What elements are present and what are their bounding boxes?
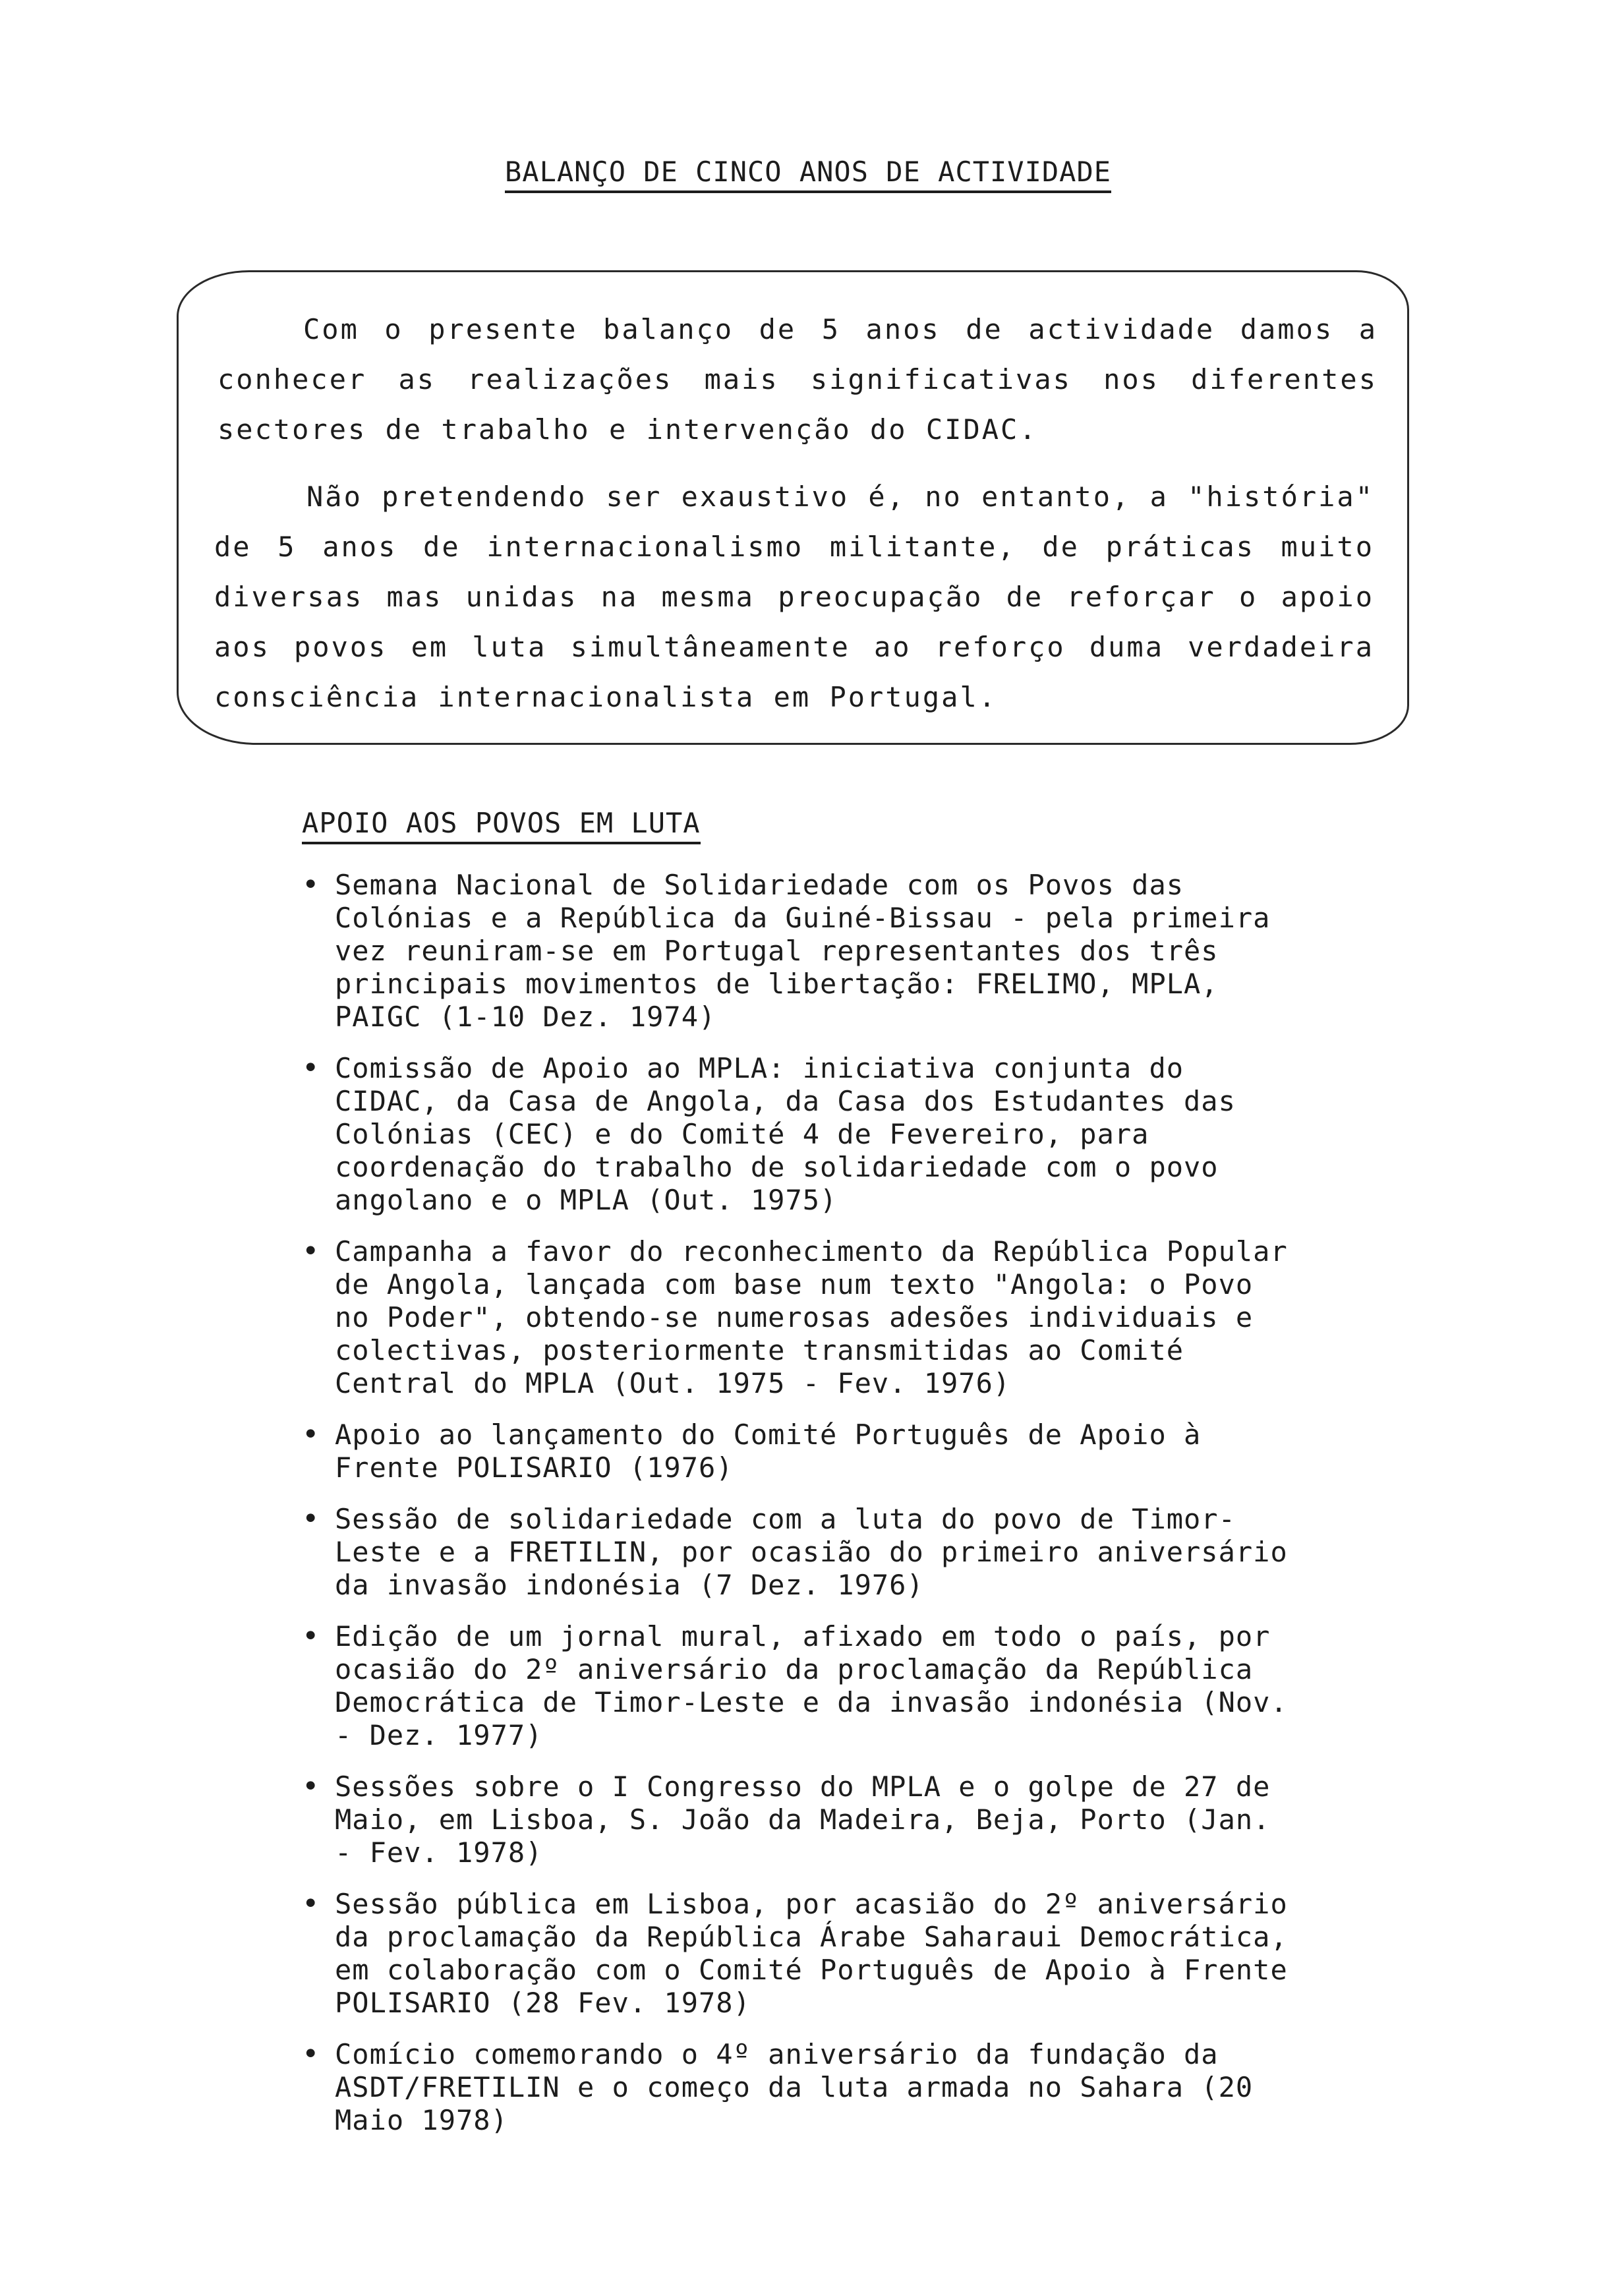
bullet-icon: • xyxy=(302,1418,320,1451)
list-item xyxy=(298,1888,1300,2020)
list-item-text: Campanha a favor do reconhecimento da República Popular de Angola, lançada com base num texto "Angola: o Povo no Poder", obtendo-se numerosas adesões individuais e colectivas, posteriormente transmitidas ao Comité Central do MPLA (Out. 1975 - Fev. 1976) xyxy=(335,1235,1288,1399)
list-item xyxy=(298,1235,1300,1400)
section-heading: APOIO AOS POVOS EM LUTA xyxy=(302,807,701,844)
list-item-text: Edição de um jornal mural, afixado em todo o país, por ocasião do 2º aniversário da proclamação da República Democrática de Timor-Leste e da invasão indonésia (Nov. - Dez. 1977) xyxy=(335,1620,1288,1751)
bullet-icon: • xyxy=(302,1051,320,1085)
bullet-icon: • xyxy=(302,1502,320,1536)
bullet-icon: • xyxy=(302,2037,320,2071)
list-item xyxy=(298,1503,1300,1602)
list-item xyxy=(298,869,1300,1034)
list-item-text: Sessão de solidariedade com a luta do povo de Timor-Leste e a FRETILIN, por ocasião do primeiro aniversário da invasão indonésia (7 Dez. 1976) xyxy=(335,1503,1288,1601)
list-item-text: Apoio ao lançamento do Comité Português de Apoio à Frente POLISARIO (1976) xyxy=(335,1418,1202,1484)
list-item xyxy=(298,1052,1300,1217)
intro-paragraph-2: Não pretendendo ser exaustivo é, no entanto, a "história" de 5 anos de internacionalismo militante, de práticas muito diversas mas unidas na mesma preocupação de reforçar o apoio aos povos em luta simultâneamente ao reforço duma verdadeira consciência internacionalista em Portugal. xyxy=(214,481,1374,713)
list-item xyxy=(298,2038,1300,2137)
list-item xyxy=(298,1620,1300,1752)
bullet-icon: • xyxy=(302,868,320,902)
bullet-icon: • xyxy=(302,1620,320,1653)
intro-paragraph-1: Com o presente balanço de 5 anos de actividade damos a conhecer as realizações mais significativas nos diferentes sectores de trabalho e intervenção do CIDAC. xyxy=(218,313,1378,446)
bullet-icon: • xyxy=(302,1770,320,1803)
bullet-icon: • xyxy=(302,1887,320,1921)
list-item-text: Comício comemorando o 4º aniversário da fundação da ASDT/FRETILIN e o começo da luta armada no Sahara (20 Maio 1978) xyxy=(335,2038,1254,2136)
bullet-icon: • xyxy=(302,1235,320,1268)
list-item-text: Sessão pública em Lisboa, por acasião do 2º aniversário da proclamação da República Árabe Saharaui Democrática, em colaboração com o Comité Português de Apoio à Frente POLISARIO (28 Fev. 1978) xyxy=(335,1888,1288,2019)
list-item-text: Semana Nacional de Solidariedade com os Povos das Colónias e a República da Guiné-Bissau - pela primeira vez reuniram-se em Portugal representantes dos três principais movimentos de libertação: FRELIMO, MPLA, PAIGC (1-10 Dez. 1974) xyxy=(335,869,1271,1033)
list-item xyxy=(298,1770,1300,1869)
list-item xyxy=(298,1418,1300,1484)
bullet-list xyxy=(298,869,1300,2155)
list-item-text: Sessões sobre o I Congresso do MPLA e o golpe de 27 de Maio, em Lisboa, S. João da Madeira, Beja, Porto (Jan. - Fev. 1978) xyxy=(335,1770,1271,1869)
page-title: BALANÇO DE CINCO ANOS DE ACTIVIDADE xyxy=(505,156,1111,193)
list-item-text: Comissão de Apoio ao MPLA: iniciativa conjunta do CIDAC, da Casa de Angola, da Casa dos Estudantes das Colónias (CEC) e do Comité 4 de Fevereiro, para coordenação do trabalho de solidariedade com o povo angolano e o MPLA (Out. 1975) xyxy=(335,1052,1236,1216)
